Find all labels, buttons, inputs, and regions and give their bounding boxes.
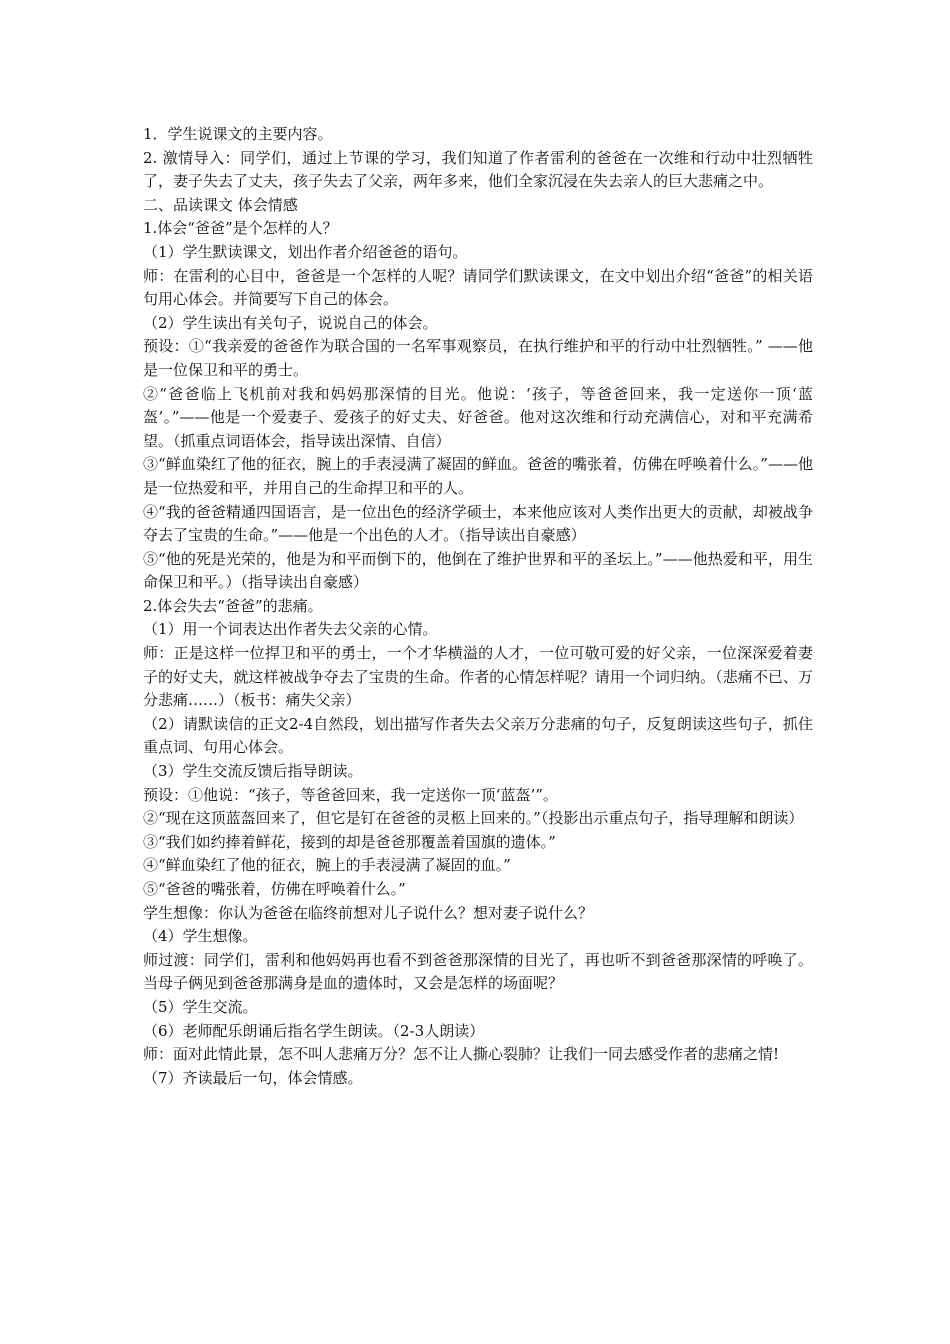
- paragraph-23: 学生想像：你认为爸爸在临终前想对儿子说什么？想对妻子说什么？: [143, 903, 594, 922]
- paragraph-28: 师：面对此情此景，怎不叫人悲痛万分？怎不让人撕心裂肺？让我们一同去感受作者的悲痛之情!: [143, 1045, 780, 1064]
- paragraph-14: （1）用一个词表达出作者失去父亲的心情。: [143, 620, 438, 639]
- paragraph-5: （1）学生默读课文，划出作者介绍爸爸的语句。: [143, 242, 468, 261]
- paragraph-26: （5）学生交流。: [143, 997, 258, 1016]
- paragraph-2: 2. 激情导入：同学们，通过上节课的学习，我们知道了作者雷利的爸爸在一次维和行动中壮烈牺牲了，妻子失去了丈夫，孩子失去了父亲，两年多来，他们全家沉浸在失去亲人的巨大悲痛之中。: [143, 148, 813, 191]
- paragraph-6: 师：在雷利的心目中，爸爸是一个怎样的人呢？请同学们默读课文，在文中划出介绍“爸爸”的相关语句用心体会。并简要写下自己的体会。: [143, 266, 813, 309]
- paragraph-1: 1．学生说课文的主要内容。: [143, 125, 333, 143]
- paragraph-18: 预设：①他说：“孩子，等爸爸回来，我一定送你一顶‘蓝盔’”。: [143, 785, 558, 804]
- paragraph-24: （4）学生想像。: [143, 927, 258, 946]
- paragraph-16: （2）请默读信的正文2-4自然段，划出描写作者失去父亲万分悲痛的句子，反复朗读这些句子，抓住重点词、句用心体会。: [143, 714, 813, 757]
- paragraph-25: 师过渡：同学们，雷利和他妈妈再也看不到爸爸那深情的目光了，再也听不到爸爸那深情的呼唤了。当母子俩见到爸爸那满身是血的遗体时，又会是怎样的场面呢？: [143, 950, 813, 993]
- paragraph-20: ③“我们如约捧着鲜花，接到的却是爸爸那覆盖着国旗的遗体。”: [143, 832, 556, 851]
- paragraph-15: 师：正是这样一位捍卫和平的勇士，一个才华横溢的人才，一位可敬可爱的好父亲，一位深深爱着妻子的好丈夫，就这样被战争夺去了宝贵的生命。作者的心情怎样呢？请用一个词归纳。（悲痛不已、万分悲痛……）（板书：痛失父亲）: [143, 644, 813, 710]
- paragraph-27: （6）老师配乐朗诵后指名学生朗读。（2-3人朗读）: [143, 1021, 485, 1040]
- paragraph-9: ②“爸爸临上飞机前对我和妈妈那深情的目光。他说：‘孩子，等爸爸回来，我一定送你一顶‘蓝盔’。”——他是一个爱妻子、爱孩子的好丈夫、好爸爸。他对这次维和行动充满信心，对和平充满希望。（抓重点词语体会，指导读出深情、自信）: [143, 384, 813, 450]
- paragraph-17: （3）学生交流反馈后指导朗读。: [143, 762, 363, 781]
- document-body: [143, 123, 813, 1090]
- paragraph-19: ②“现在这顶蓝盔回来了，但它是钉在爸爸的灵柩上回来的。”（投影出示重点句子，指导理解和朗读）: [143, 809, 804, 828]
- paragraph-12: ⑤“他的死是光荣的，他是为和平而倒下的，他倒在了维护世界和平的圣坛上。”——他热爱和平，用生命保卫和平。）（指导读出自豪感）: [143, 549, 813, 592]
- paragraph-21: ④“鲜血染红了他的征衣，腕上的手表浸满了凝固的血。”: [143, 856, 511, 875]
- paragraph-11: ④“我的爸爸精通四国语言，是一位出色的经济学硕士，本来他应该对人类作出更大的贡献，却被战争夺去了宝贵的生命。”——他是一个出色的人才。（指导读出自豪感）: [143, 502, 813, 545]
- paragraph-29: （7）齐读最后一句，体会情感。: [143, 1068, 363, 1087]
- section-heading-2: 二、品读课文 体会情感: [143, 195, 298, 214]
- subheading-2: 2.体会失去“爸爸”的悲痛。: [143, 596, 323, 615]
- paragraph-22: ⑤“爸爸的嘴张着，仿佛在呼唤着什么。”: [143, 880, 406, 898]
- subheading-1: 1.体会“爸爸”是个怎样的人？: [143, 219, 338, 238]
- paragraph-8: 预设：①“我亲爱的爸爸作为联合国的一名军事观察员，在执行维护和平的行动中壮烈牺牲。” ——他是一位保卫和平的勇士。: [143, 337, 813, 379]
- paragraph-10: ③“鲜血染红了他的征衣，腕上的手表浸满了凝固的鲜血。爸爸的嘴张着，仿佛在呼唤着什么。”——他是一位热爱和平，并用自己的生命捍卫和平的人。: [143, 455, 813, 497]
- paragraph-7: （2）学生读出有关句子，说说自己的体会。: [143, 313, 438, 332]
